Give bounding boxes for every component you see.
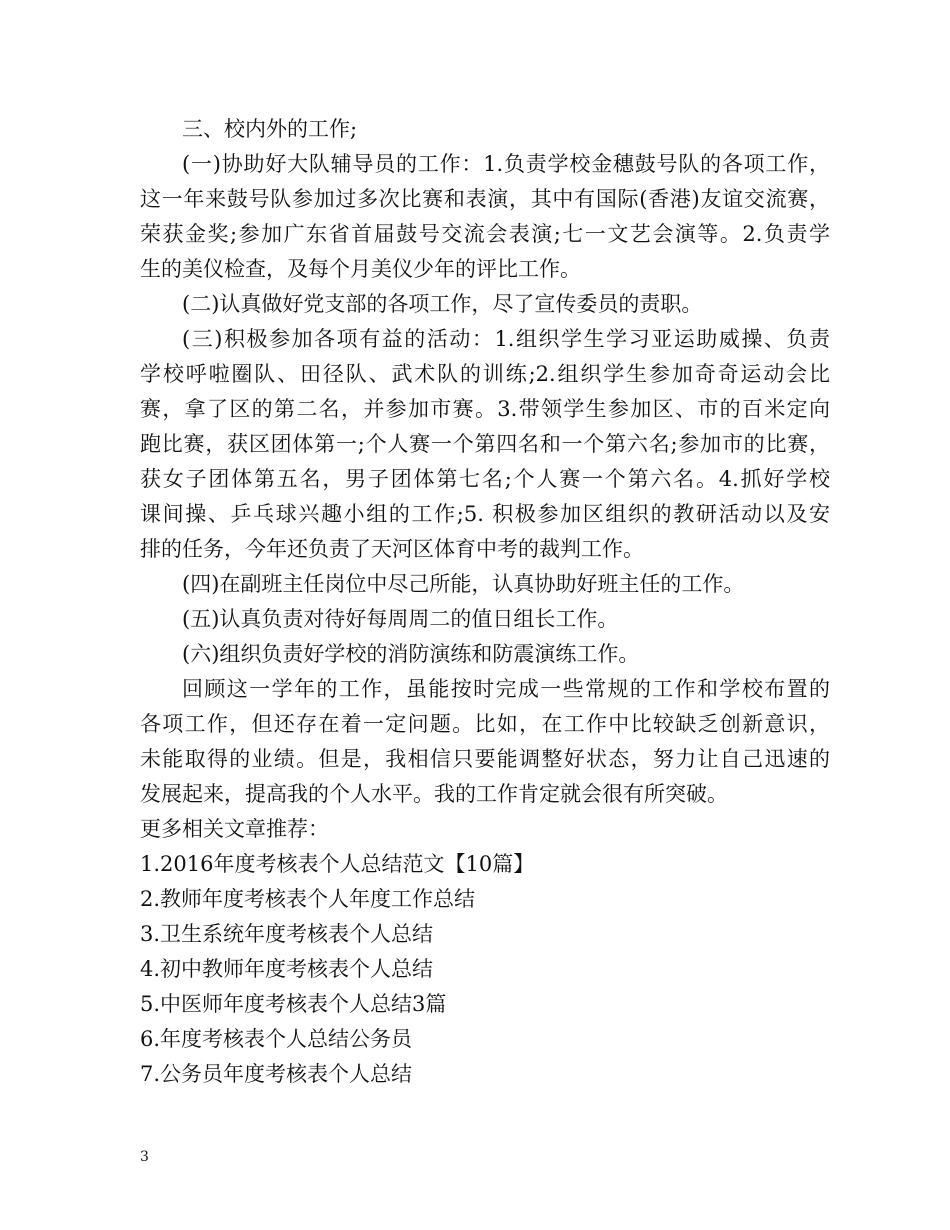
paragraph-line: (五)认真负责对待好每周周二的值日组长工作。 <box>182 607 619 631</box>
related-article-link[interactable]: 3.卫生系统年度考核表个人总结 <box>140 922 434 946</box>
paragraph-line: 生的美仪检查，及每个月美仪少年的评比工作。 <box>140 257 581 281</box>
related-article-link[interactable]: 5.中医师年度考核表个人总结3篇 <box>140 992 447 1016</box>
document-body <box>140 112 830 1092</box>
paragraph-line: 荣获金奖;参加广东省首届鼓号交流会表演;七一文艺会演等。2.负责学 <box>140 222 830 246</box>
paragraph-line: (一)协助好大队辅导员的工作：1.负责学校金穗鼓号队的各项工作， <box>182 152 830 176</box>
paragraph-line: 这一年来鼓号队参加过多次比赛和表演，其中有国际(香港)友谊交流赛， <box>140 187 830 211</box>
paragraph-line: (三)积极参加各项有益的活动：1.组织学生学习亚运助威操、负责 <box>182 327 830 351</box>
related-article-link[interactable]: 6.年度考核表个人总结公务员 <box>140 1027 413 1051</box>
paragraph-line: (六)组织负责好学校的消防演练和防震演练工作。 <box>182 642 640 666</box>
page-number: 3 <box>140 1149 149 1165</box>
paragraph-line: 学校呼啦圈队、田径队、武术队的训练;2.组织学生参加奇奇运动会比 <box>140 362 830 386</box>
paragraph-line: 排的任务，今年还负责了天河区体育中考的裁判工作。 <box>140 537 644 561</box>
paragraph-line: 发展起来，提高我的个人水平。我的工作肯定就会很有所突破。 <box>140 782 728 806</box>
related-article-link[interactable]: 2.教师年度考核表个人年度工作总结 <box>140 887 476 911</box>
paragraph-line: (二)认真做好党支部的各项工作，尽了宣传委员的责职。 <box>182 292 703 316</box>
section-heading: 三、校内外的工作; <box>182 117 358 141</box>
related-article-link[interactable]: 7.公务员年度考核表个人总结 <box>140 1062 413 1086</box>
paragraph-line: 未能取得的业绩。但是，我相信只要能调整好状态，努力让自己迅速的 <box>140 747 830 771</box>
paragraph-line: 获女子团体第五名，男子团体第七名;个人赛一个第六名。4.抓好学校 <box>140 467 830 491</box>
paragraph-line: 回顾这一学年的工作，虽能按时完成一些常规的工作和学校布置的 <box>182 677 830 701</box>
related-articles-heading: 更多相关文章推荐： <box>140 817 329 841</box>
related-article-link[interactable]: 1.2016年度考核表个人总结范文【10篇】 <box>140 852 535 876</box>
paragraph-line: 跑比赛，获区团体第一;个人赛一个第四名和一个第六名;参加市的比赛， <box>140 432 830 456</box>
paragraph-line: 各项工作，但还存在着一定问题。比如，在工作中比较缺乏创新意识， <box>140 712 830 736</box>
paragraph-line: 赛，拿了区的第二名，并参加市赛。3.带领学生参加区、市的百米定向 <box>140 397 830 421</box>
paragraph-line: (四)在副班主任岗位中尽己所能，认真协助好班主任的工作。 <box>182 572 745 596</box>
related-article-link[interactable]: 4.初中教师年度考核表个人总结 <box>140 957 434 981</box>
paragraph-line: 课间操、乒乓球兴趣小组的工作;5. 积极参加区组织的教研活动以及安 <box>140 502 830 526</box>
